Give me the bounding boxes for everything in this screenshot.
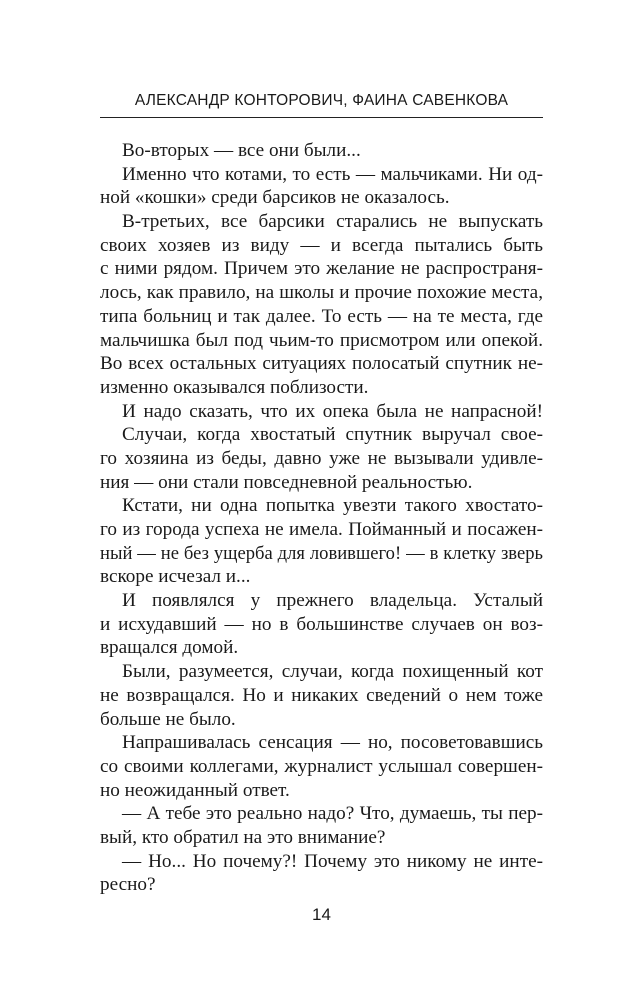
header-rule xyxy=(100,117,543,118)
text-line: лось, как правило, на школы и прочие похожие места, xyxy=(100,282,543,304)
text-line: го из города успеха не имела. Пойманный и посажен- xyxy=(100,519,543,540)
text-line: Кстати, ни одна попытка увезти такого хвостато- xyxy=(122,495,543,517)
text-line: Во всех остальных ситуациях полосатый спутник не- xyxy=(100,353,543,375)
text-line: мальчишка был под чьим-то присмотром или опекой. xyxy=(100,329,543,351)
text-line: но неожиданный ответ. xyxy=(100,779,290,801)
text-line: Напрашивалась сенсация — но, посоветовавшись xyxy=(122,732,543,754)
text-line: Были, разумеется, случаи, когда похищенный кот xyxy=(122,661,543,683)
text-line: Случаи, когда хвостатый спутник выручал свое- xyxy=(122,424,543,446)
text-line: типа больниц и так далее. То есть — на те места, где xyxy=(100,305,543,327)
text-line: больше не было. xyxy=(100,708,236,730)
text-line: и исхудавший — но в большинстве случаев он воз- xyxy=(100,613,543,635)
text-line: Во-вторых — все они были... xyxy=(122,140,361,161)
text-line: изменно оказывался поблизости. xyxy=(100,376,369,398)
text-line: своих хозяев из виду — и всегда пытались быть xyxy=(100,234,543,256)
text-line: — Но... Но почему?! Почему это никому не инте- xyxy=(122,850,543,872)
page-number: 14 xyxy=(312,905,331,924)
text-line: го хозяина из беды, давно уже не вызывали удивле- xyxy=(100,447,543,469)
text-line: ной «кошки» среди барсиков не оказалось. xyxy=(100,187,450,209)
text-line: ресно? xyxy=(100,874,156,896)
body-text xyxy=(100,139,543,897)
text-line: В-третьих, все барсики старались не выпускать xyxy=(122,211,543,233)
text-line: Именно что котами, то есть — мальчиками. Ни од- xyxy=(122,163,543,185)
text-line: вращался домой. xyxy=(100,637,239,659)
text-line: И надо сказать, что их опека была не напрасной! xyxy=(122,400,543,422)
text-line: И появлялся у прежнего владельца. Усталый xyxy=(122,590,543,612)
text-line: с ними рядом. Причем это желание не распространя- xyxy=(100,258,543,280)
running-title: АЛЕКСАНДР КОНТОРОВИЧ, ФАИНА САВЕНКОВА xyxy=(134,92,509,109)
text-line: со своими коллегами, журналист услышал совершен- xyxy=(100,755,543,777)
text-line: вскоре исчезал и... xyxy=(100,566,251,588)
text-line: не возвращался. Но и никаких сведений о нем тоже xyxy=(100,684,543,706)
text-line: ный — не без ущерба для ловившего! — в клетку зверь xyxy=(100,542,543,564)
text-line: — А тебе это реально надо? Что, думаешь, ты пер- xyxy=(122,803,543,825)
text-line: ния — они стали повседневной реальностью. xyxy=(100,471,473,493)
text-line: вый, кто обратил на это внимание? xyxy=(100,826,386,848)
